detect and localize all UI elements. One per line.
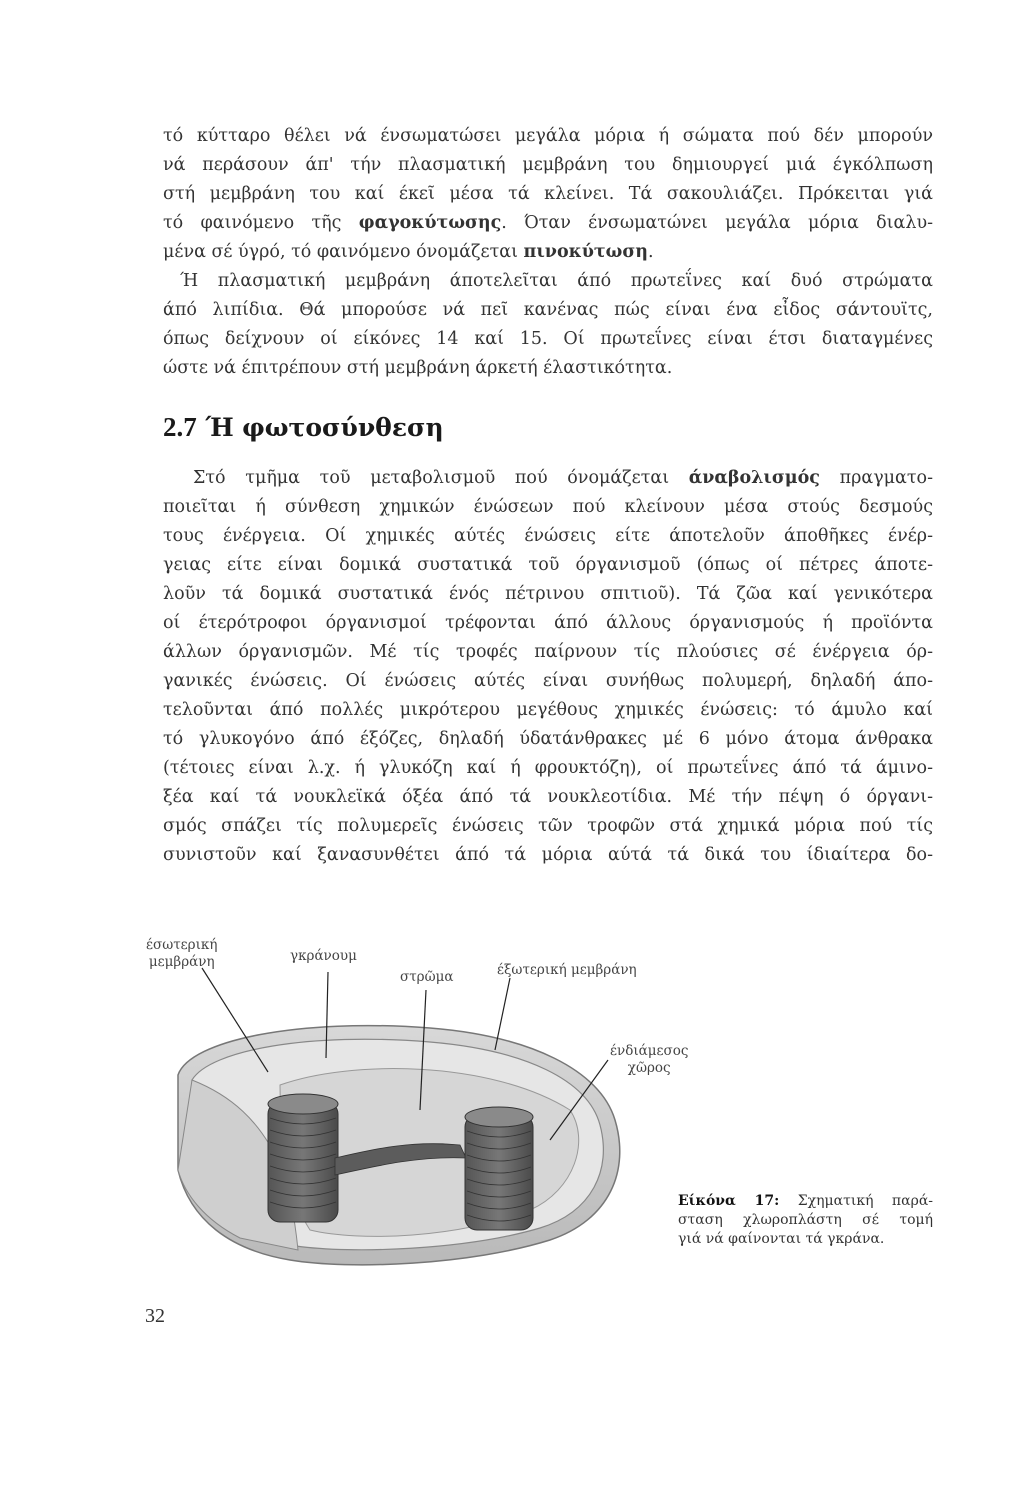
text-line: γειας είτε είναι δομικά συστατικά τοῦ όργανισμοῦ (όπως οί πέτρες άποτε-: [163, 555, 933, 575]
caption-line: σταση χλωροπλάστη σέ τομή: [678, 1212, 933, 1228]
text-line: τό γλυκογόνο άπό έξόζες, δηλαδή ύδατάνθρακες μέ 6 μόνο άτομα άνθρακα: [163, 729, 933, 749]
granum-right: [465, 1107, 533, 1230]
text-line: οί έτερότροφοι όργανισμοί τρέφονται άπό άλλους όργανισμούς ή προϊόντα: [163, 613, 933, 633]
label-line: μεμβράνη: [148, 954, 215, 970]
label-stroma: στρῶμα: [400, 969, 454, 985]
text-fragment: μένα σέ ύγρό, τό φαινόμενο όνομάζεται: [163, 242, 524, 262]
text-line: ώστε νά έπιτρέπουν στή μεμβράνη άρκετή έλαστικότητα.: [163, 358, 673, 378]
text-line: [163, 239, 933, 265]
label-line: ένδιάμεσος: [610, 1043, 689, 1059]
section-number: 2.7: [163, 412, 197, 442]
caption-label: Είκόνα 17:: [678, 1193, 780, 1209]
text-line: συνιστοῦν καί ξανασυνθέτει άπό τά μόρια αύτά τά δικά του ίδιαίτερα δο-: [163, 845, 933, 865]
text-line: τό κύτταρο θέλει νά ένσωματώσει μεγάλα μόρια ή σώματα πού δέν μπορούν: [163, 126, 933, 146]
text-fragment: .: [647, 242, 654, 262]
caption-line: γιά νά φαίνονται τά γκράνα.: [678, 1231, 885, 1247]
text-fragment: Στό τμῆμα τοῦ μεταβολισμοῦ πού όνομάζεται: [193, 468, 689, 488]
term-pinocytosis: πινοκύτωση: [523, 242, 648, 262]
text-line: ποιεῖται ή σύνθεση χημικών ένώσεων πού κλείνουν μέσα στούς δεσμούς: [163, 497, 933, 517]
text-line: (τέτοιες είναι λ.χ. ή γλυκόζη καί ή φρουκτόζη), οί πρωτεΐνες άπό τά άμινο-: [163, 758, 933, 778]
term-anabolism: άναβολισμός: [688, 468, 820, 488]
caption-line: [678, 1192, 933, 1211]
section-title: Ή φωτοσύνθεση: [205, 413, 444, 442]
caption-text: Σχηματική παρά-: [797, 1193, 934, 1209]
text-line: στή μεμβράνη του καί έκεῖ μέσα τά κλείνει. Τά σακουλιάζει. Πρόκειται γιά: [163, 184, 933, 204]
section-heading: [163, 412, 444, 443]
text-fragment: πραγματο-: [819, 468, 933, 488]
text-line: [193, 465, 933, 491]
text-line: [163, 210, 933, 236]
text-line: νά περάσουν άπ' τήν πλασματική μεμβράνη του δημιουργεί μιά έγκόλπωση: [163, 155, 933, 175]
figure-caption: [678, 1192, 933, 1249]
label-granum: γκράνουμ: [290, 948, 357, 964]
text-fragment: . Όταν ένσωματώνει μεγάλα μόρια διαλυ-: [501, 213, 933, 233]
granum-left: [268, 1094, 338, 1222]
text-line: γανικές ένώσεις. Οί ένώσεις αύτές είναι συνήθως πολυμερή, δηλαδή άπο-: [163, 671, 933, 691]
text-line: τελοῦνται άπό πολλές μικρότερου μεγέθους χημικές ένώσεις: τό άμυλο καί: [163, 700, 933, 720]
text-line: σμός σπάζει τίς πολυμερεῖς ένώσεις τῶν τροφῶν στά χημικά μόρια πού τίς: [163, 816, 933, 836]
text-line: λοῦν τά δομικά συστατικά ένός πέτρινου σπιτιοῦ). Τά ζῶα καί γενικότερα: [163, 584, 933, 604]
text-line: άλλων όργανισμῶν. Μέ τίς τροφές παίρνουν τίς πλούσιες σέ ένέργεια όρ-: [163, 642, 933, 662]
text-line: ξέα καί τά νουκλεϊκά όξέα άπό τά νουκλεοτίδια. Μέ τήν πέψη ό όργανι-: [163, 787, 933, 807]
label-line: χῶρος: [627, 1060, 671, 1076]
text-line: άπό λιπίδια. Θά μπορούσε νά πεῖ κανένας πώς είναι ένα εἶδος σάντουϊτς,: [163, 300, 933, 320]
label-line: έσωτερική: [146, 937, 218, 953]
chloroplast-diagram: [130, 920, 670, 1300]
term-phagocytosis: φαγοκύτωσης: [358, 213, 502, 233]
text-line: τους ένέργεια. Οί χημικές αύτές ένώσεις είτε άποτελοῦν άποθῆκες ένέρ-: [163, 526, 933, 546]
text-line: όπως δείχνουν οί είκόνες 14 καί 15. Οί πρωτεΐνες είναι έτσι διαταγμένες: [163, 329, 933, 349]
page-number: 32: [145, 1305, 165, 1327]
text-fragment: τό φαινόμενο τῆς: [163, 213, 359, 233]
text-line: Ή πλασματική μεμβράνη άποτελεῖται άπό πρωτεΐνες καί δυό στρώματα: [180, 271, 933, 291]
label-outer-membrane: έξωτερική μεμβράνη: [497, 962, 637, 978]
